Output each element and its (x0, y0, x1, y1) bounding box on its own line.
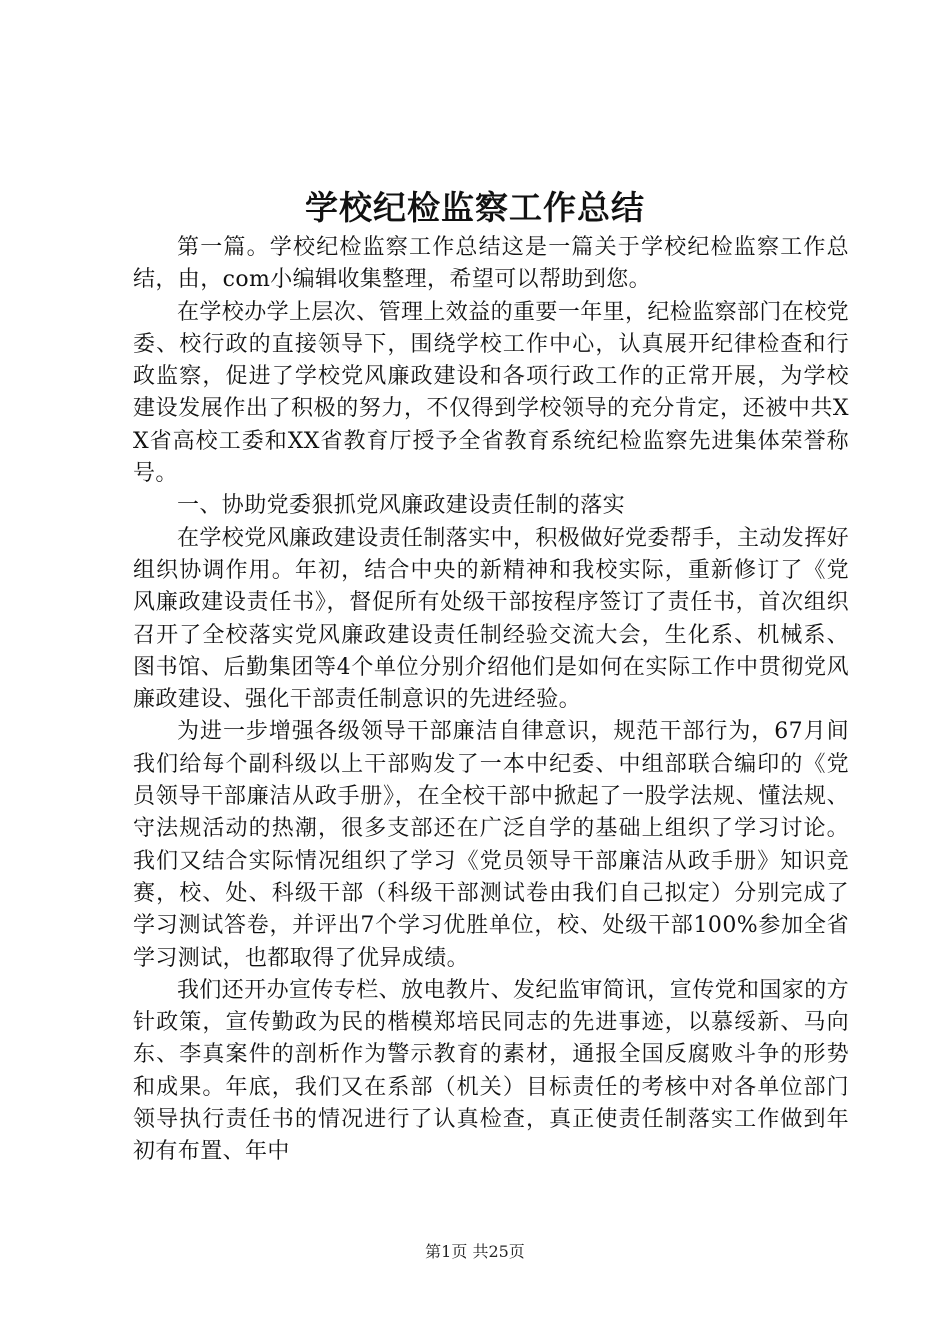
page-number-footer: 第1页 共25页 (425, 1242, 525, 1261)
paragraph-self-discipline: 为进一步增强各级领导干部廉洁自律意识，规范干部行为，67月间我们给每个副科级以上干部购发了一本中纪委、中组部联合编印的《党员领导干部廉洁从政手册》，在全校干部中掀起了一股学法规、懂法规、守法规活动的热潮，很多支部还在广泛自学的基础上组织了学习讨论。我们又结合实际情况组织了学习《党员领导干部廉洁从政手册》知识竞赛，校、处、科级干部（科级干部测试卷由我们自己拟定）分别完成了学习测试答卷，并评出7个学习优胜单位，校、处级干部100%参加全省学习测试，也都取得了优异成绩。 (133, 719, 849, 971)
paragraph-publicity: 我们还开办宣传专栏、放电教片、发纪监审简讯，宣传党和国家的方针政策，宣传勤政为民的楷模郑培民同志的先进事迹，以慕绥新、马向东、李真案件的剖析作为警示教育的素材，通报全国反腐败斗争的形势和成果。年底，我们又在系部（机关）目标责任的考核中对各单位部门领导执行责任书的情况进行了认真检查，真正使责任制落实工作做到年初有布置、年中 (133, 977, 850, 1165)
paragraph-responsibility: 在学校党风廉政建设责任制落实中，积极做好党委帮手，主动发挥好组织协调作用。年初，结合中央的新精神和我校实际，重新修订了《党风廉政建设责任书》，督促所有处级干部按程序签订了责任书，首次组织召开了全校落实党风廉政建设责任制经验交流大会，生化系、机械系、图书馆、后勤集团等4个单位分别介绍他们是如何在实际工作中贯彻党风廉政建设、强化干部责任制意识的先进经验。 (133, 525, 850, 713)
paragraph-intro: 第一篇。学校纪检监察工作总结这是一篇关于学校纪检监察工作总结，由，com小编辑收集整理，希望可以帮助到您。 (133, 235, 849, 293)
section-heading-1: 一、协助党委狠抓党风廉政建设责任制的落实 (177, 493, 626, 519)
document-title: 学校纪检监察工作总结 (305, 188, 645, 227)
paragraph-overview: 在学校办学上层次、管理上效益的重要一年里，纪检监察部门在校党委、校行政的直接领导下，围绕学校工作中心，认真展开纪律检查和行政监察，促进了学校党风廉政建设和各项行政工作的正常开展，为学校建设发展作出了积极的努力，不仅得到学校领导的充分肯定，还被中共XX省高校工委和XX省教育厅授予全省教育系统纪检监察先进集体荣誉称号。 (133, 299, 850, 487)
document-body (133, 232, 849, 1169)
